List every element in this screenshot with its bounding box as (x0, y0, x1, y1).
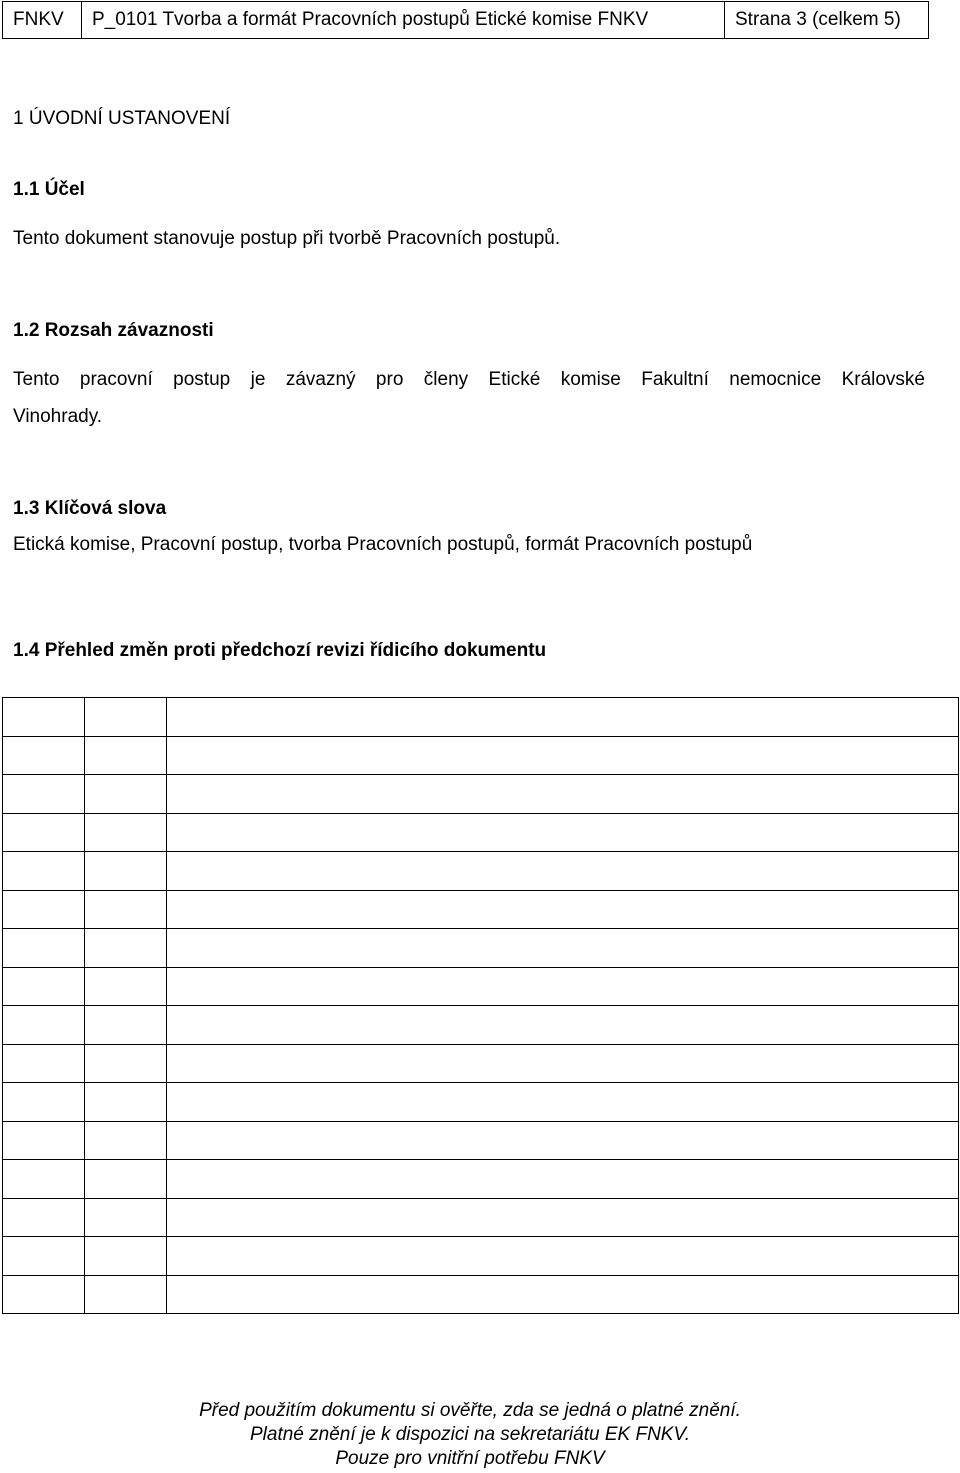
table-row (3, 1083, 959, 1122)
table-cell (85, 813, 167, 852)
table-row (3, 1044, 959, 1083)
header-page-info: Strana 3 (celkem 5) (725, 2, 929, 39)
table-cell (167, 929, 959, 968)
table-cell (167, 736, 959, 775)
table-cell (85, 736, 167, 775)
table-row (3, 698, 959, 737)
table-row (3, 1275, 959, 1314)
table-row (3, 1121, 959, 1160)
table-cell (3, 775, 85, 814)
table-row (3, 775, 959, 814)
table-row (3, 1198, 959, 1237)
footer-line-2: Platné znění je k dispozici na sekretariátu EK FNKV. (249, 1424, 691, 1445)
table-row (3, 813, 959, 852)
table-cell (167, 1275, 959, 1314)
table-row (3, 1160, 959, 1199)
table-cell (85, 852, 167, 891)
table-cell (167, 1121, 959, 1160)
table-cell (167, 1006, 959, 1045)
table-cell (85, 1160, 167, 1199)
table-cell (3, 1160, 85, 1199)
table-cell (85, 1121, 167, 1160)
table-row (3, 1237, 959, 1276)
table-cell (3, 698, 85, 737)
heading-1-1: 1.1 Účel (13, 179, 85, 200)
table-row (3, 736, 959, 775)
table-cell (167, 1198, 959, 1237)
table-cell (3, 1237, 85, 1276)
table-row (3, 1006, 959, 1045)
table-cell (167, 775, 959, 814)
table-cell (3, 967, 85, 1006)
footer-line-1: Před použitím dokumentu si ověřte, zda se jedná o platné znění. (199, 1400, 741, 1421)
table-cell (167, 852, 959, 891)
header-doc-title: P_0101 Tvorba a formát Pracovních postupů Etické komise FNKV (82, 2, 725, 39)
table-cell (167, 1160, 959, 1199)
table-cell (167, 1083, 959, 1122)
table-cell (85, 1198, 167, 1237)
footer (0, 1399, 940, 1471)
table-cell (3, 1083, 85, 1122)
table-row (3, 852, 959, 891)
changes-table (2, 697, 959, 1314)
table-cell (167, 967, 959, 1006)
table-cell (85, 929, 167, 968)
table-cell (167, 1237, 959, 1276)
table-cell (3, 1121, 85, 1160)
heading-1-2: 1.2 Rozsah závaznosti (13, 320, 214, 341)
table-cell (85, 1044, 167, 1083)
table-cell (3, 813, 85, 852)
table-cell (3, 1198, 85, 1237)
table-cell (3, 1275, 85, 1314)
document-header (2, 1, 929, 39)
table-cell (167, 813, 959, 852)
table-row (3, 967, 959, 1006)
section-heading-1: 1 ÚVODNÍ USTANOVENÍ (13, 108, 231, 129)
table-cell (85, 775, 167, 814)
heading-1-3: 1.3 Klíčová slova (13, 498, 167, 519)
paragraph-1-1: Tento dokument stanovuje postup při tvorbě Pracovních postupů. (13, 228, 561, 249)
paragraph-1-2-line1: Tento pracovní postup je závazný pro členy Etické komise Fakultní nemocnice Královské (13, 369, 925, 390)
table-cell (85, 1275, 167, 1314)
table-cell (85, 1083, 167, 1122)
table-cell (3, 890, 85, 929)
table-cell (85, 1237, 167, 1276)
table-cell (167, 698, 959, 737)
header-org: FNKV (3, 2, 82, 39)
table-cell (3, 852, 85, 891)
table-cell (85, 1006, 167, 1045)
footer-line-3: Pouze pro vnitřní potřebu FNKV (335, 1448, 605, 1469)
table-cell (3, 1044, 85, 1083)
paragraph-1-2-line2: Vinohrady. (13, 406, 103, 427)
table-row (3, 929, 959, 968)
table-cell (85, 967, 167, 1006)
heading-1-4: 1.4 Přehled změn proti předchozí revizi řídicího dokumentu (13, 640, 547, 661)
table-cell (167, 890, 959, 929)
table-cell (3, 929, 85, 968)
table-cell (85, 890, 167, 929)
paragraph-1-3: Etická komise, Pracovní postup, tvorba Pracovních postupů, formát Pracovních postupů (13, 534, 753, 555)
table-cell (3, 736, 85, 775)
table-cell (3, 1006, 85, 1045)
table-row (3, 890, 959, 929)
table-cell (167, 1044, 959, 1083)
table-cell (85, 698, 167, 737)
